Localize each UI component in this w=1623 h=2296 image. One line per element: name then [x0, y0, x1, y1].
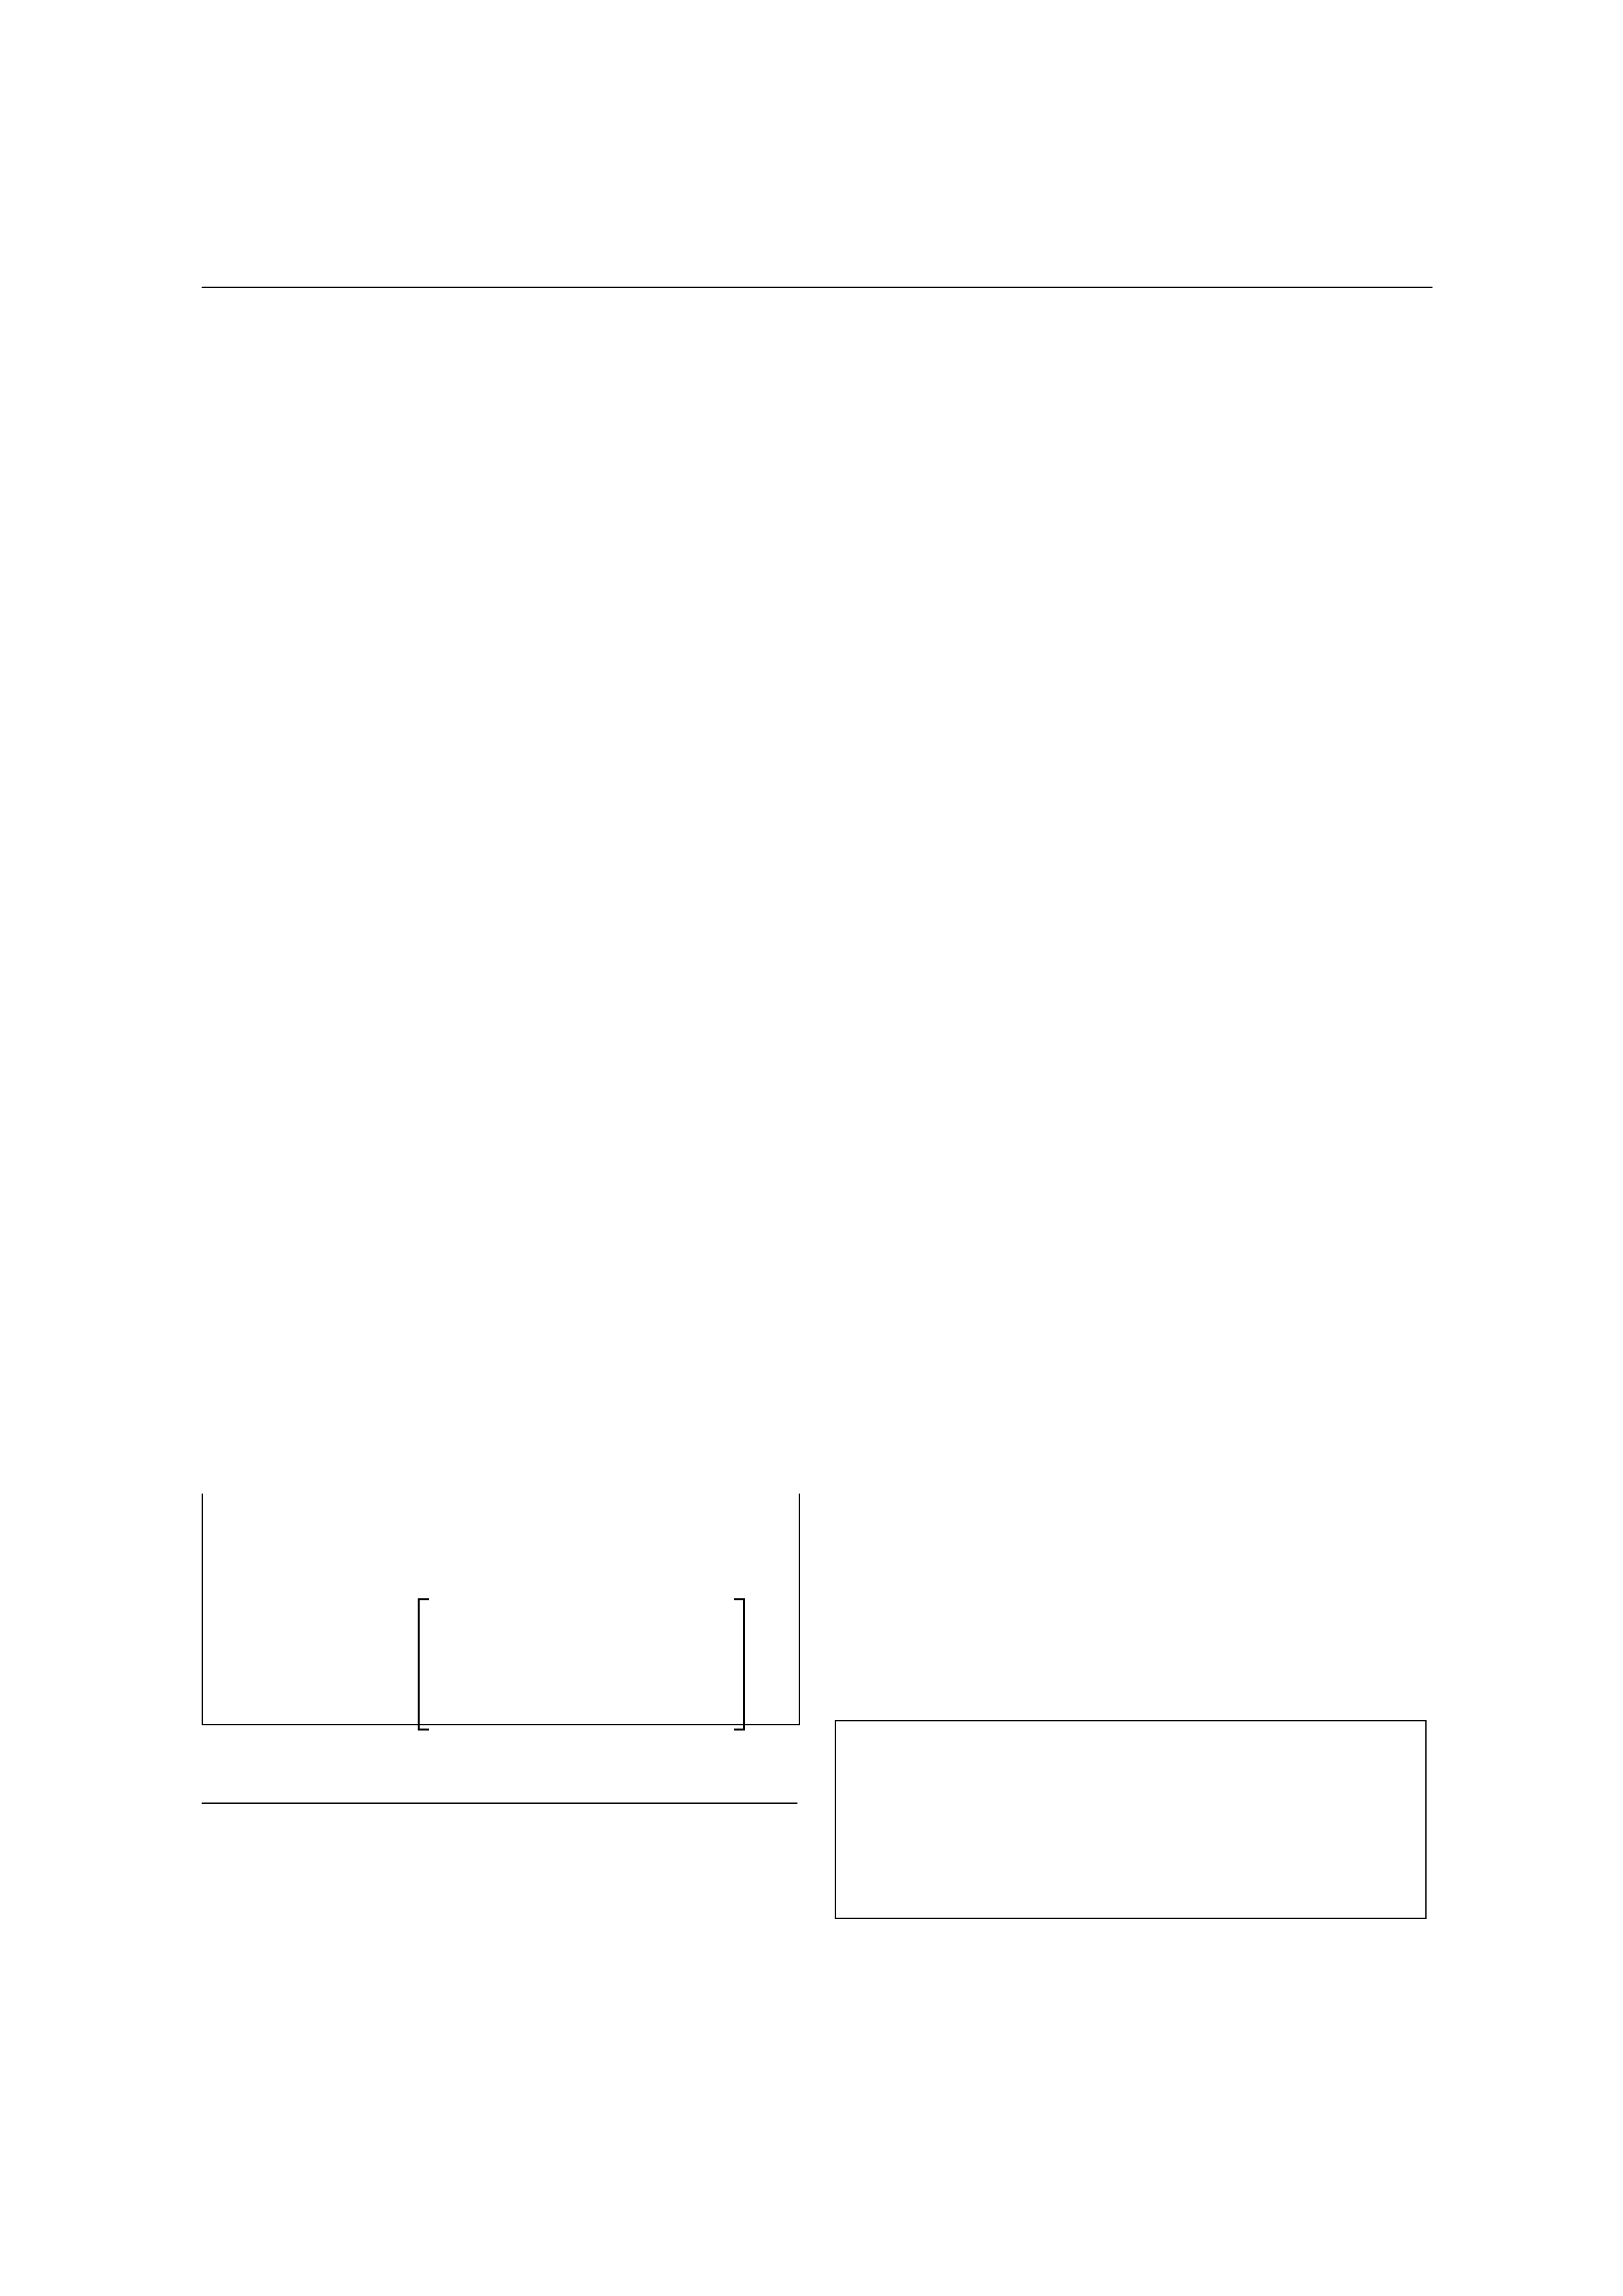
- timetable-top: [202, 359, 1432, 869]
- table-caption: [202, 305, 213, 332]
- section-rule: [202, 1803, 797, 1804]
- section-heading: [202, 1812, 225, 1848]
- timetable-bottom: [202, 916, 1432, 1440]
- right-bracket: [734, 1598, 745, 1731]
- answer-bracket: [418, 1598, 745, 1729]
- problem-box: [835, 1720, 1427, 1919]
- page-header: [202, 254, 212, 278]
- header-rule: [202, 287, 1432, 288]
- exercise-box: [202, 1494, 800, 1725]
- left-bracket: [418, 1598, 429, 1731]
- problem-text: [872, 1737, 1409, 1766]
- section-paragraph-1: [202, 1876, 797, 1905]
